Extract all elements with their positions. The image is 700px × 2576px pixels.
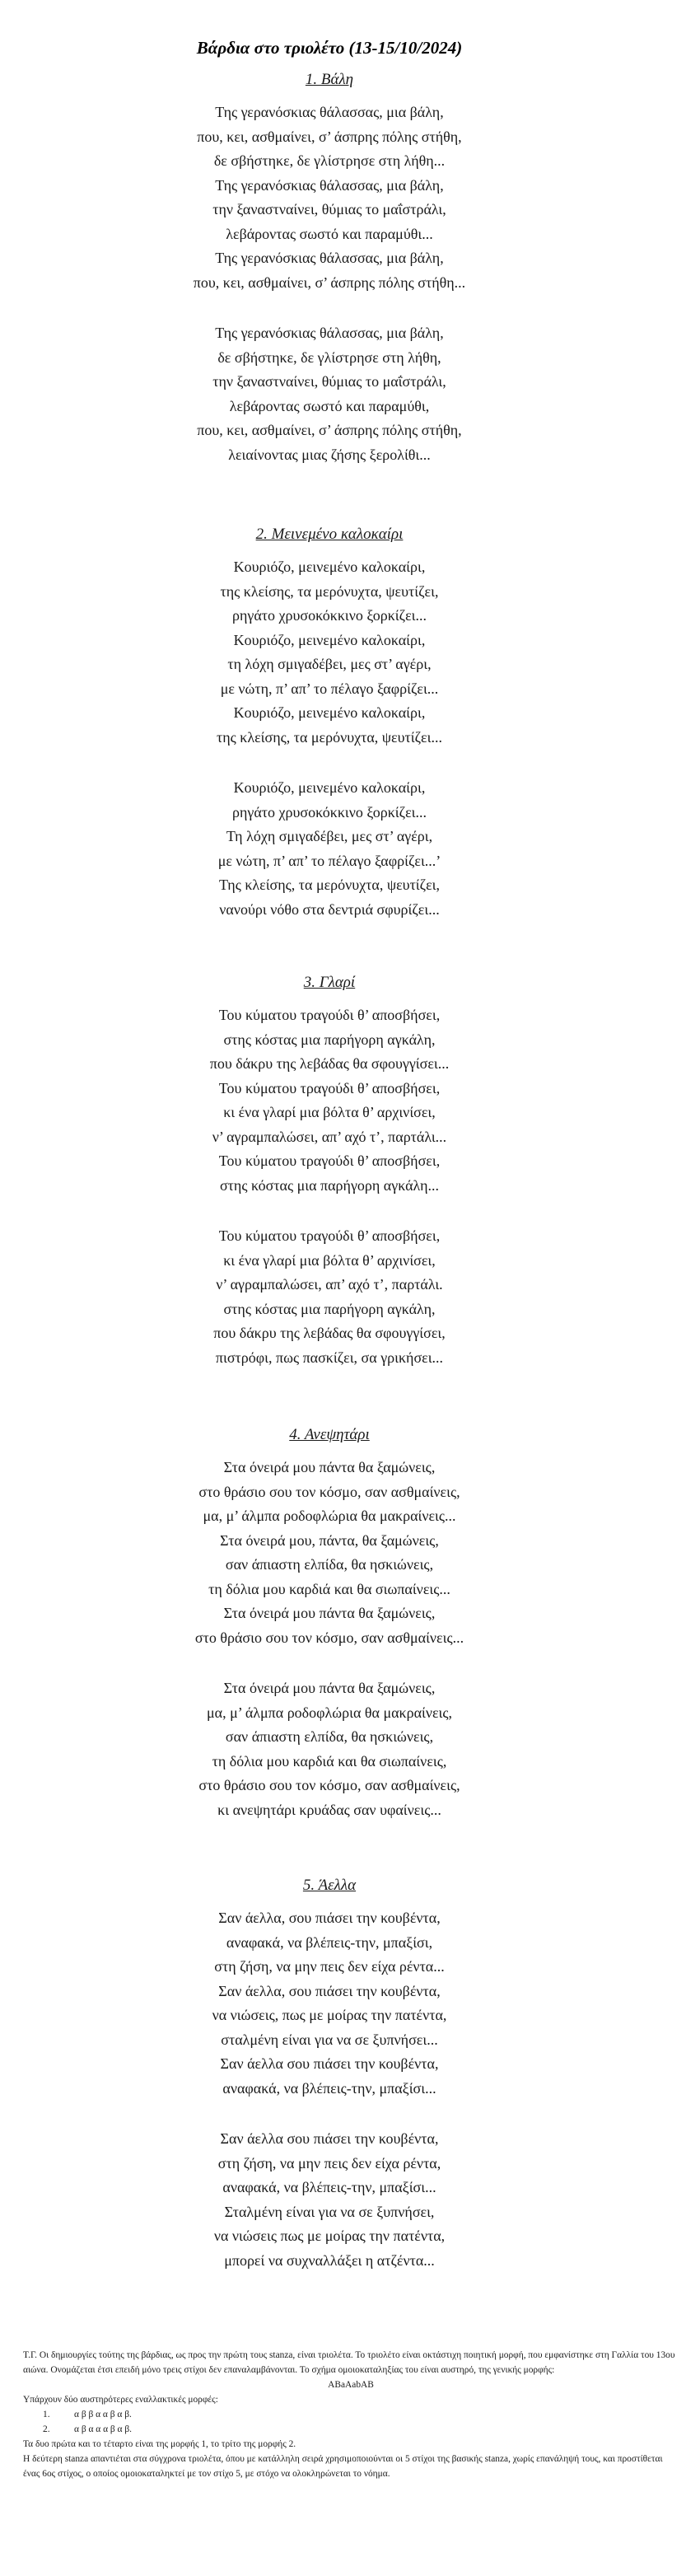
form-scheme: α β β α α β α β. [74,2410,132,2419]
poem-line: με νώτη, π’ απ’ το πέλαγο ξαφρίζει... [220,680,439,697]
poem-line: που δάκρυ της λεβάδας θα σφουγγίσει, [213,1325,446,1341]
poem-line: σαν άπιαστη ελπίδα, θα ησκιώνεις, [225,1728,434,1745]
poem-line: λεβάροντας σωστό και παραμύθι, [229,397,430,414]
poem-line: με νώτη, π’ απ’ το πέλαγο ξαφρίζει...’ [217,852,441,869]
notes-intro: Τ.Γ. Οι δημιουργίες τούτης της βάρδιας, ως προς την πρώτη τους stanza, είναι τριολέτα. Το τριολέτο είναι οκτάστιχη ποιητική μορφή, που εμφανίστηκε στη Γαλλία του 13ου αιώνα. Ονομάζεται έτσι επειδή μόνο τρεις στίχοι δεν επαναλαμβάνονται. Το σχήμα ομοιοκαταληξίας του είναι αυστηρό, της γενικής μορφής: [23,2350,675,2375]
poem-line: Σαν άελλα σου πιάσει την κουβέντα, [220,2130,439,2147]
poem-line: σαν άπιαστη ελπίδα, θα ησκιώνεις, [225,1556,434,1573]
poem-line: που, κει, ασθμαίνει, σ’ άσπρης πόλης στήθη, [197,128,462,145]
poem-line: κι ένα γλαρί μια βόλτα θ’ αρχινίσει, [223,1251,436,1269]
poem-title: 2. Μεινεμένο καλοκαίρι [255,526,404,543]
poem [0,69,659,467]
poem-title: 5. Άελλα [302,1877,357,1894]
poem-line: κι ανεψητάρι κρυάδας σαν υφαίνεις... [217,1801,441,1818]
stanza [0,1906,659,2101]
poem-line: μπορεί να συχναλλάξει η ατζέντα... [224,2251,435,2269]
poem-line: που, κει, ασθμαίνει, σ’ άσπρης πόλης στήθη... [193,273,466,291]
poem-line: Σταλμένη είναι για να σε ξυπνήσει, [224,2203,435,2220]
poem-line: στο θράσιο σου τον κόσμο, σαν ασθμαίνεις... [194,1629,464,1646]
poem-line: στης κόστας μια παρήγορη αγκάλη... [219,1176,440,1194]
poem-line: στη ζήση, να μην πεις δεν είχα ρέντα... [214,1958,445,1975]
poem-line: λειαίνοντας μιας ζήσης ξερολίθι... [228,446,431,463]
poem-line: Της γερανόσκιας θάλασσας, μια βάλη, [215,176,444,194]
stanza [0,2127,659,2273]
poem-line: στης κόστας μια παρήγορη αγκάλη, [223,1300,436,1317]
poem-line: Της γερανόσκιας θάλασσας, μια βάλη, [215,325,444,341]
stanza [0,1224,659,1370]
poem-line: Σαν άελλα, σου πιάσει την κουβέντα, [218,1982,441,1999]
stanza [0,1456,659,1650]
notes-usage: Τα δυο πρώτα και το τέταρτο είναι της μορφής 1, το τρίτο της μορφής 2. [23,2439,296,2449]
form-number: 2. [43,2424,50,2434]
poem-line: αναφακά, να βλέπεις-την, μπαξίσι... [222,2179,436,2195]
poem-line: στη ζήση, να μην πεις δεν είχα ρέντα, [217,2154,441,2172]
poem-line: να νιώσεις πως με μοίρας την πατέντα, [213,2228,446,2244]
poem-line: σταλμένη είναι για να σε ξυπνήσει... [221,2031,438,2048]
form-scheme: α β α α α β α β. [74,2424,133,2434]
poem-title: 4. Ανεψητάρι [289,1426,370,1443]
poem-line: Σαν άελλα σου πιάσει την κουβέντα, [220,2055,439,2072]
poem-line: Κουριόζο, μεινεμένο καλοκαίρι, [233,779,426,796]
poem-line: στης κόστας μια παρήγορη αγκάλη, [223,1031,436,1048]
stanza [0,1003,659,1198]
poem-line: Του κύματου τραγούδι θ’ αποσβήσει, [218,1007,441,1023]
poem-line: τη δόλια μου καρδιά και θα σιωπαίνεις... [208,1580,450,1597]
poem-line: Κουριόζο, μεινεμένο καλοκαίρι, [233,704,426,721]
poem [0,972,659,1370]
poem-line: Στα όνειρά μου πάντα θα ξαμώνεις, [223,1605,436,1621]
poem-line: αναφακά, να βλέπεις-την, μπαξίσι... [222,2079,436,2097]
poem [0,1875,659,2273]
poem [0,524,659,922]
poem-title: 3. Γλαρί [303,974,356,991]
poem-line: που δάκρυ της λεβάδας θα σφουγγίσει... [209,1055,450,1072]
poem-line: να νιώσεις, πως με μοίρας την πατέντα, [212,2007,447,2023]
poem-line: Του κύματου τραγούδι θ’ αποσβήσει, [218,1227,441,1244]
stanza [0,101,659,295]
form-item [23,2407,679,2422]
poem-line: της κλείσης, τα μερόνυχτα, ψευτίζει... [217,728,442,746]
rhyme-formula: ABaAabAB [328,2380,374,2390]
poem-line: λεβάροντας σωστό και παραμύθι... [226,225,433,242]
poem-line: Κουριόζο, μεινεμένο καλοκαίρι, [233,631,426,648]
poem-line: δε σβήστηκε, δε γλίστρησε στη λήθη... [213,152,446,169]
poem-line: τη λόχη σμιγαδέβει, μες στ’ αγέρι, [227,656,432,672]
poem-line: που, κει, ασθμαίνει, σ’ άσπρης πόλης στήθη, [197,422,462,438]
poem-line: δε σβήστηκε, δε γλίστρησε στη λήθη, [217,348,441,366]
poem-line: κι ένα γλαρί μια βόλτα θ’ αρχινίσει, [223,1104,436,1120]
poem-line: Κουριόζο, μεινεμένο καλοκαίρι, [233,559,426,575]
notes-second-stanza: Η δεύτερη stanza απαντιέται στα σύγχρονα τριολέτα, όπου με κατάλληλη σειρά χρησιμοποιούνται οι 5 στίχοι της βασικής stanza, χωρίς επανάληψή τους, και προστίθεται ένας 6ος στίχος, ο οποίος ομοιοκαταληκτεί με τον στίχο 5, με στόχο να ολοκληρώνεται το νόημα. [23,2454,663,2479]
poem-line: τη δόλια μου καρδιά και θα σιωπαίνεις, [212,1752,447,1770]
poem-line: νανούρι νόθο στα δεντριά σφυρίζει... [219,900,440,918]
stanza [0,1676,659,1822]
poem-line: της κλείσης, τα μερόνυχτα, ψευτίζει, [220,582,439,600]
document-title: Βάρδια στο τριολέτο (13-15/10/2024) [196,38,463,58]
poem-line: μα, μ’ άλμπα ροδοφλώρια θα μακραίνεις... [203,1508,456,1524]
poem-line: στο θράσιο σου τον κόσμο, σαν ασθμαίνεις, [198,1483,460,1500]
poem-line: στο θράσιο σου τον κόσμο, σαν ασθμαίνεις, [198,1777,460,1793]
poem-line: πιστρόφι, πως πασκίζει, σα γρικήσει... [215,1349,444,1366]
poem-line: ν’ αγραμπαλώσει, απ’ αχό τ’, παρτάλι... [212,1128,447,1145]
poem-line: ρηγάτο χρυσοκόκκινο ξορκίζει... [231,607,427,624]
poem-line: Της γερανόσκιας θάλασσας, μια βάλη, [215,250,444,266]
poem-line: την ξαναστναίνει, θύμιας το μαΐστράλι, [212,201,446,217]
notes-alt-intro: Υπάρχουν δύο αυστηρότερες εναλλακτικές μορφές: [23,2395,218,2405]
poem-line: μα, μ’ άλμπα ροδοφλώρια θα μακραίνεις, [206,1704,453,1721]
poem-line: την ξαναστναίνει, θύμιας το μαΐστράλι, [212,373,446,390]
poem-line: Σαν άελλα, σου πιάσει την κουβέντα, [218,1910,441,1926]
poem-line: Στα όνειρά μου, πάντα, θα ξαμώνεις, [220,1531,439,1549]
poem-line: Στα όνειρά μου πάντα θα ξαμώνεις, [223,1680,436,1696]
stanza [0,321,659,467]
form-item [23,2422,679,2437]
poem-line: ν’ αγραμπαλώσει, απ’ αχό τ’, παρτάλι. [216,1276,443,1293]
poem-line: ρηγάτο χρυσοκόκκινο ξορκίζει... [231,803,427,820]
footnotes [23,2348,679,2481]
form-number: 1. [43,2410,50,2419]
poem-line: Τη λόχη σμιγαδέβει, μες στ’ αγέρι, [226,828,433,844]
poem-line: Στα όνειρά μου πάντα θα ξαμώνεις, [223,1459,436,1475]
poem-line: Του κύματου τραγούδι θ’ αποσβήσει, [218,1079,441,1096]
stanza [0,555,659,750]
poem [0,1424,659,1822]
poem-line: Του κύματου τραγούδι θ’ αποσβήσει, [218,1152,441,1169]
poem-title: 1. Βάλη [305,71,354,88]
poem-line: Της κλείσης, τα μερόνυχτα, ψευτίζει, [218,877,441,893]
poem-line: Της γερανόσκιας θάλασσας, μια βάλη, [215,104,444,120]
stanza [0,776,659,922]
poem-line: αναφακά, να βλέπεις-την, μπαξίσι, [226,1933,433,1951]
